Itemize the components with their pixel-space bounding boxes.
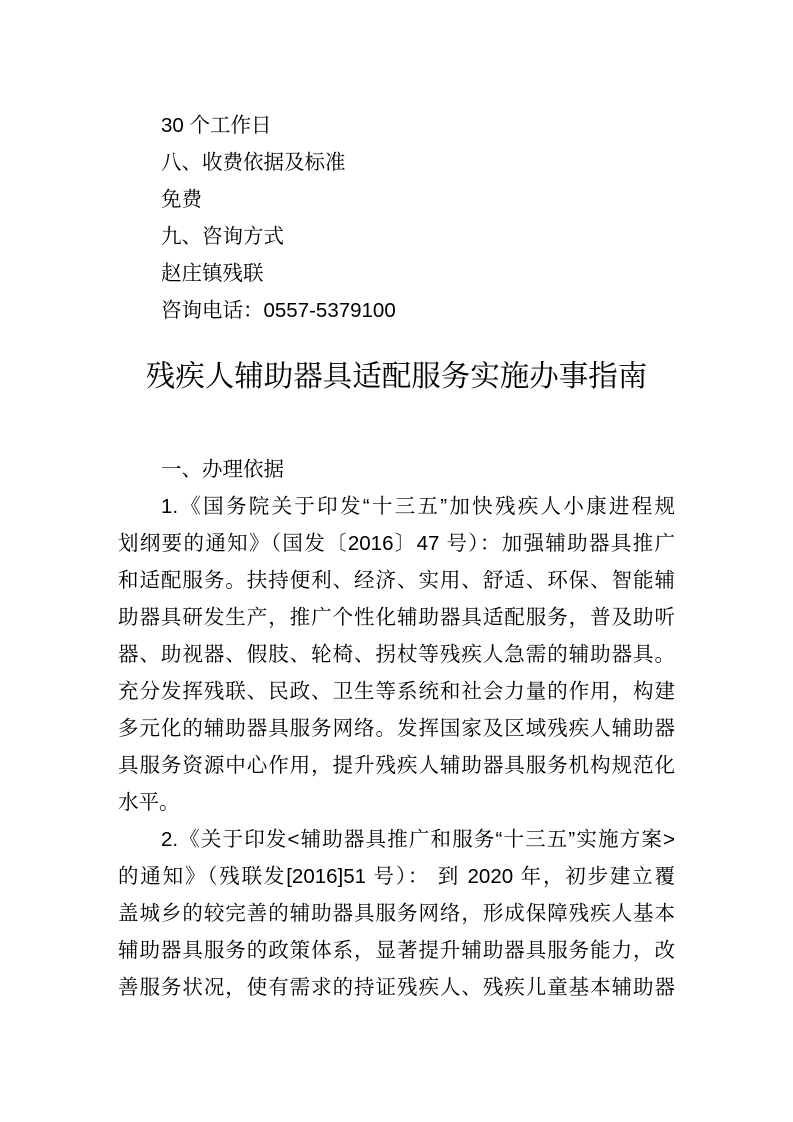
- paragraph-line: 盖城乡的较完善的辅助器具服务网络，形成保障残疾人基本: [118, 902, 675, 925]
- paragraph-2: [118, 821, 675, 1006]
- pre-section-line: 30 个工作日: [161, 114, 272, 137]
- section-heading: 一、办理依据: [161, 458, 284, 481]
- paragraph-line: 充分发挥残联、民政、卫生等系统和社会力量的作用，构建: [118, 680, 675, 703]
- paragraph-line: 助器具研发生产，推广个性化辅助器具适配服务，普及助听: [118, 606, 675, 629]
- paragraph-line: 具服务资源中心作用，提升残疾人辅助器具服务机构规范化: [118, 754, 675, 777]
- paragraph-line: 善服务状况，使有需求的持证残疾人、残疾儿童基本辅助器: [118, 976, 675, 999]
- paragraph-line: 的通知》（残联发[2016]51 号）： 到 2020 年，初步建立覆: [118, 865, 675, 888]
- paragraph-line: 辅助器具服务的政策体系，显著提升辅助器具服务能力，改: [118, 939, 675, 962]
- paragraph-1: [118, 488, 675, 821]
- paragraph-line: 多元化的辅助器具服务网络。发挥国家及区域残疾人辅助器: [118, 717, 675, 740]
- paragraph-line: 2.《关于印发<辅助器具推广和服务“十三五”实施方案>: [161, 828, 675, 851]
- paragraph-line: 水平。: [118, 791, 180, 814]
- phone-line: 咨询电话：0557-5379100: [161, 299, 396, 322]
- pre-section-line: 九、咨询方式: [161, 225, 284, 248]
- paragraph-line: 器、助视器、假肢、轮椅、拐杖等残疾人急需的辅助器具。: [118, 643, 675, 666]
- paragraph-line: 和适配服务。扶持便利、经济、实用、舒适、环保、智能辅: [118, 569, 675, 592]
- pre-section-line: 赵庄镇残联: [161, 262, 264, 285]
- pre-section-line: 八、收费依据及标准: [161, 151, 346, 174]
- paragraph-line: 1.《国务院关于印发“十三五”加快残疾人小康进程规: [161, 495, 675, 518]
- pre-section-line: 免费: [161, 188, 202, 211]
- document-body: [118, 107, 675, 1006]
- document-title: 残疾人辅助器具适配服务实施办事指南: [145, 360, 648, 393]
- paragraph-line: 划纲要的通知》（国发〔2016〕47 号）：加强辅助器具推广: [118, 532, 675, 555]
